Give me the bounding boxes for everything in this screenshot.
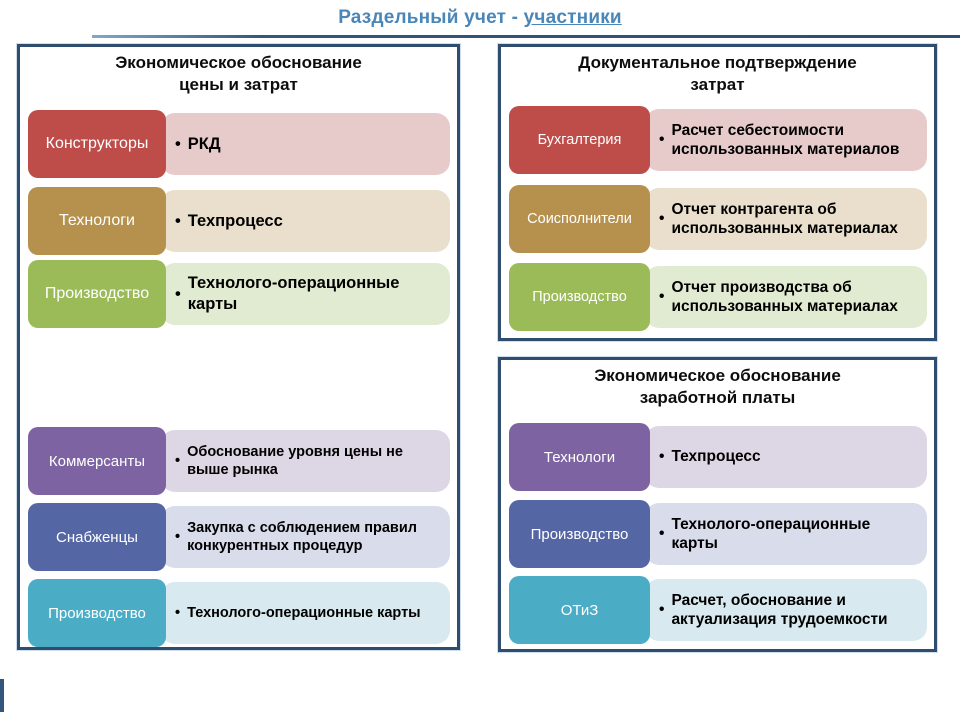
page-title xyxy=(0,3,960,33)
panel-title-line: затрат xyxy=(690,75,745,95)
bullet-icon: • xyxy=(659,288,665,306)
table-row xyxy=(20,579,457,649)
row-desc xyxy=(161,113,450,175)
row-desc-text: Технолого-операционные карты xyxy=(671,515,871,552)
row-desc-text: РКД xyxy=(187,134,221,153)
table-row xyxy=(501,106,934,176)
row-label-soispolniteli: Соисполнители xyxy=(509,185,650,253)
row-desc xyxy=(161,190,450,252)
panel-wage-justification xyxy=(498,357,937,652)
row-desc-text: Расчет себестоимости использованных материалов xyxy=(671,121,900,158)
row-desc xyxy=(161,263,450,325)
row-desc-text: Обоснование уровня цены не выше рынка xyxy=(187,443,403,478)
page-title-main: Раздельный учет - xyxy=(338,7,524,28)
table-row xyxy=(20,110,457,180)
row-desc-text: Отчет контрагента об использованных материалах xyxy=(671,200,898,237)
row-label-proizvodstvo: Производство xyxy=(28,260,166,328)
panel-cost-confirmation xyxy=(498,44,937,341)
row-desc xyxy=(645,579,927,641)
table-row xyxy=(501,185,934,255)
row-label-tekhnologi: Технологи xyxy=(509,423,650,491)
panel-title-line: Экономическое обоснование xyxy=(115,53,362,72)
table-row xyxy=(501,423,934,493)
row-label-proizvodstvo: Производство xyxy=(509,263,650,331)
bullet-icon: • xyxy=(175,452,181,469)
slide-edge-accent xyxy=(0,679,4,712)
panel-title-line: цены и затрат xyxy=(179,75,298,95)
row-label-proizvodstvo: Производство xyxy=(28,579,166,647)
row-label-proizvodstvo: Производство xyxy=(509,500,650,568)
panel-title-line: Экономическое обоснование xyxy=(594,366,841,385)
row-label-kommersanty: Коммерсанты xyxy=(28,427,166,495)
table-row xyxy=(20,260,457,330)
row-desc-text: Техпроцесс xyxy=(671,448,761,466)
bullet-icon: • xyxy=(659,131,665,149)
bullet-icon: • xyxy=(659,210,665,228)
table-row xyxy=(20,427,457,497)
table-row xyxy=(20,503,457,573)
bullet-icon: • xyxy=(659,448,665,466)
panel-price-justification xyxy=(17,44,460,650)
row-desc-text: Отчет производства об использованных материалах xyxy=(671,278,898,315)
row-desc-text: Технолого-операционные карты xyxy=(187,274,400,313)
row-desc xyxy=(645,266,927,328)
row-label-otiz: ОТиЗ xyxy=(509,576,650,644)
table-row xyxy=(501,576,934,646)
table-row xyxy=(501,500,934,570)
row-desc-text: Техпроцесс xyxy=(187,211,283,230)
row-label-konstruktory: Конструкторы xyxy=(28,110,166,178)
table-row xyxy=(20,187,457,257)
bullet-icon: • xyxy=(175,604,181,621)
table-row xyxy=(501,263,934,333)
row-desc-text: Расчет, обоснование и актуализация трудоемкости xyxy=(671,591,888,628)
bullet-icon: • xyxy=(175,211,181,230)
row-desc xyxy=(161,582,450,644)
title-underline-rule xyxy=(92,35,960,38)
panel-title xyxy=(20,52,457,97)
bullet-icon: • xyxy=(659,601,665,619)
bullet-icon: • xyxy=(175,134,181,153)
row-label-snabzhentsy: Снабженцы xyxy=(28,503,166,571)
panel-title xyxy=(501,365,934,410)
bullet-icon: • xyxy=(659,525,665,543)
row-desc xyxy=(645,503,927,565)
row-desc-text: Закупка с соблюдением правил конкурентных процедур xyxy=(187,519,417,554)
panel-title-line: заработной платы xyxy=(639,388,796,408)
row-desc xyxy=(161,506,450,568)
page-title-link[interactable]: участники xyxy=(523,7,622,28)
row-desc xyxy=(645,109,927,171)
row-desc-text: Технолого-операционные карты xyxy=(187,604,421,621)
row-label-bukhgalteriya: Бухгалтерия xyxy=(509,106,650,174)
row-desc xyxy=(161,430,450,492)
bullet-icon: • xyxy=(175,528,181,545)
row-desc xyxy=(645,188,927,250)
row-desc xyxy=(645,426,927,488)
panel-title xyxy=(501,52,934,97)
row-label-tekhnologi: Технологи xyxy=(28,187,166,255)
bullet-icon: • xyxy=(175,284,181,303)
panel-title-line: Документальное подтверждение xyxy=(578,53,857,72)
